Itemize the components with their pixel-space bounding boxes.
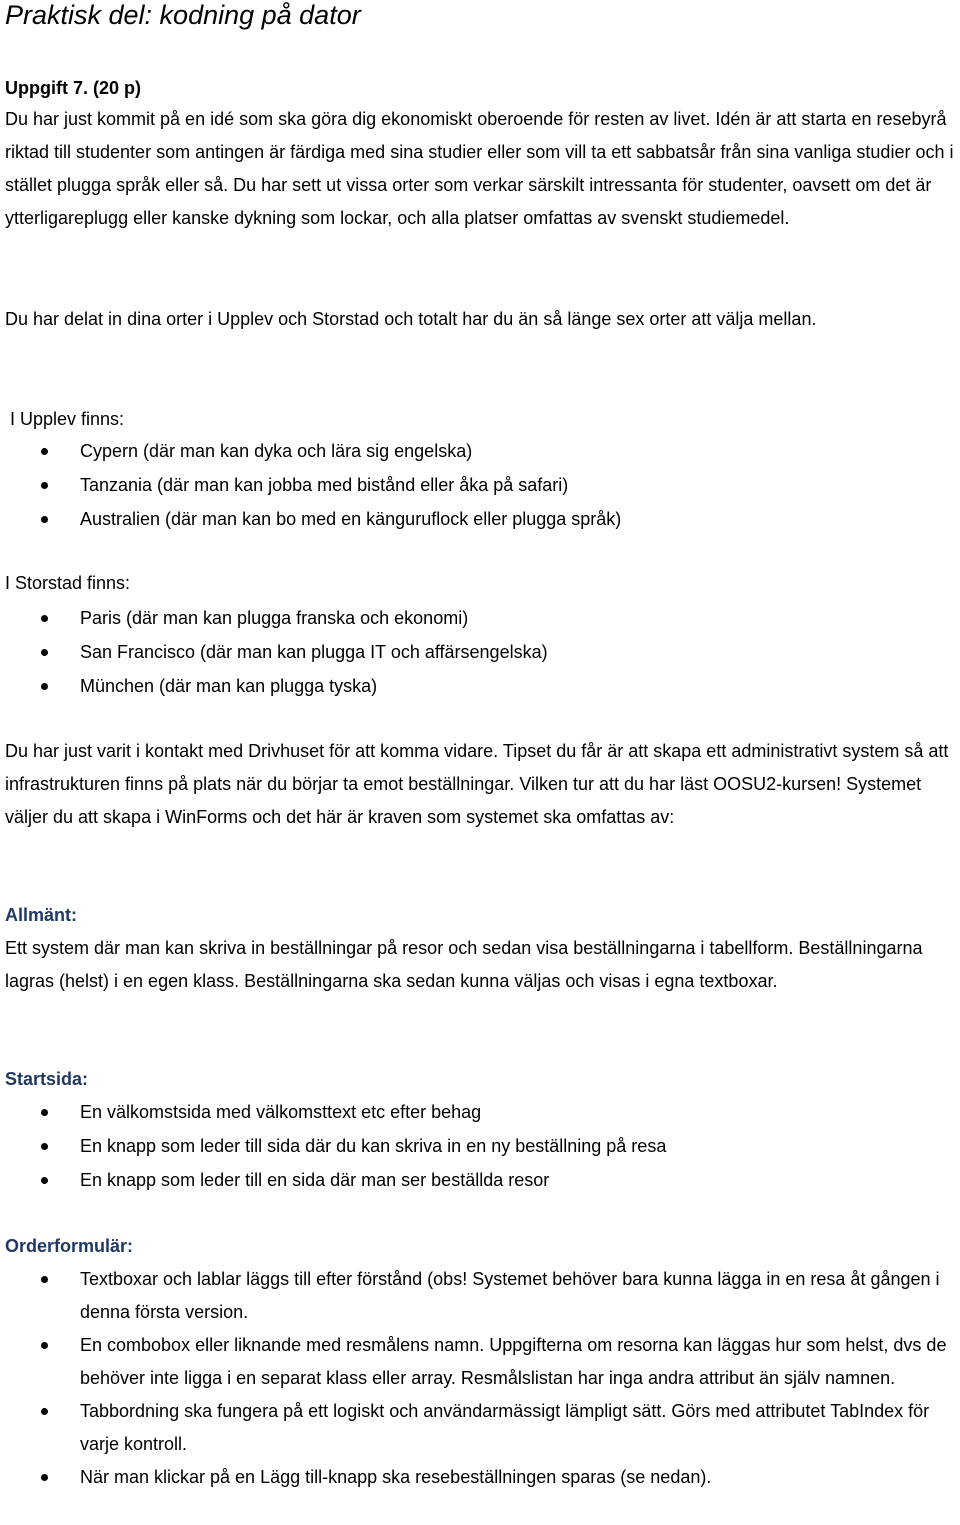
list-item bbox=[0, 602, 960, 636]
allmant-sentence: Ett system där man kan skriva in beställningar på resor och sedan visa beställningarna i tabellform. bbox=[5, 938, 794, 958]
list-item bbox=[0, 670, 960, 704]
list-item bbox=[0, 1395, 960, 1461]
allmant-sentence: Beställningarna ska sedan kunna väljas och visas i egna textboxar. bbox=[244, 971, 778, 991]
destinations-split-paragraph: Du har delat in dina orter i Upplev och Storstad och totalt har du än så länge sex orter att välja mellan. bbox=[5, 309, 817, 329]
drivhuset-paragraph bbox=[5, 735, 960, 834]
list-item bbox=[0, 1461, 960, 1494]
section-heading-startsida: Startsida: bbox=[5, 1069, 89, 1089]
drivhuset-sentence: Systemet väljer du att skapa i WinForms och det här är kraven som systemet ska omfattas av: bbox=[5, 774, 922, 827]
bullet-icon bbox=[41, 649, 48, 656]
bullet-icon bbox=[41, 1143, 48, 1150]
intro-paragraph bbox=[5, 103, 960, 235]
list-item bbox=[0, 1164, 960, 1198]
list-item bbox=[0, 1263, 960, 1329]
list-item-text: Tabbordning ska fungera på ett logiskt och användarmässigt lämpligt sätt. Görs med attributet TabIndex för varje kontroll. bbox=[80, 1401, 930, 1454]
upplev-label: I Upplev finns: bbox=[10, 409, 125, 429]
list-item-text: Paris (där man kan plugga franska och ekonomi) bbox=[80, 608, 469, 628]
list-item-text: När man klickar på en Lägg till-knapp ska resebeställningen sparas (se nedan). bbox=[80, 1467, 712, 1487]
list-item-text: Tanzania (där man kan jobba med bistånd eller åka på safari) bbox=[80, 475, 569, 495]
list-item-text: En knapp som leder till sida där du kan skriva in en ny beställning på resa bbox=[80, 1136, 667, 1156]
bullet-icon bbox=[41, 1408, 48, 1415]
orderformular-list bbox=[0, 1263, 960, 1494]
bullet-icon bbox=[41, 1342, 48, 1349]
list-item-text: Australien (där man kan bo med en känguruflock eller plugga språk) bbox=[80, 509, 622, 529]
list-item-text: En combobox eller liknande med resmålens namn. Uppgifterna om resorna kan läggas hur som helst, dvs de behöver inte ligga i en separat klass eller array. Resmålslistan har inga andra attribut än själv namnen. bbox=[80, 1335, 947, 1388]
bullet-icon bbox=[41, 1276, 48, 1283]
bullet-icon bbox=[41, 516, 48, 523]
list-item bbox=[0, 435, 960, 469]
section-heading-orderformular: Orderformulär: bbox=[5, 1236, 134, 1256]
drivhuset-sentence: Vilken tur att du har läst OOSU2-kursen! bbox=[519, 774, 842, 794]
list-item-text: En knapp som leder till en sida där man ser beställda resor bbox=[80, 1170, 550, 1190]
page-title: Praktisk del: kodning på dator bbox=[5, 0, 361, 30]
drivhuset-sentence: Tipset du får är att skapa ett administrativt system så att infrastrukturen finns på plats när du börjar ta emot beställningar. bbox=[5, 741, 949, 794]
bullet-icon bbox=[41, 1177, 48, 1184]
intro-sentence: Idén är att starta en resebyrå riktad till studenter som antingen är färdiga med sina studier eller som vill ta ett sabbatsår från sina vanliga studier och i stället plugga språk eller så. bbox=[5, 109, 954, 195]
list-item bbox=[0, 503, 960, 537]
bullet-icon bbox=[41, 683, 48, 690]
bullet-icon bbox=[41, 615, 48, 622]
drivhuset-sentence: Du har just varit i kontakt med Drivhuset för att komma vidare. bbox=[5, 741, 499, 761]
bullet-icon bbox=[41, 1474, 48, 1481]
bullet-icon bbox=[41, 482, 48, 489]
storstad-label: I Storstad finns: bbox=[5, 573, 131, 593]
storstad-list bbox=[0, 602, 960, 704]
list-item bbox=[0, 469, 960, 503]
task-heading: Uppgift 7. (20 p) bbox=[5, 78, 141, 98]
upplev-list bbox=[0, 435, 960, 537]
list-item-text: En välkomstsida med välkomsttext etc efter behag bbox=[80, 1102, 482, 1122]
list-item bbox=[0, 636, 960, 670]
list-item-text: San Francisco (där man kan plugga IT och affärsengelska) bbox=[80, 642, 548, 662]
startsida-list bbox=[0, 1096, 960, 1198]
allmant-sentence: Beställningarna lagras (helst) i en egen klass. bbox=[5, 938, 923, 991]
intro-sentence: Du har sett ut vissa orter som verkar särskilt intressanta för studenter, oavsett om det är ytterligareplugg eller kanske dykning som lockar, och alla platser omfattas av svenskt studiemedel. bbox=[5, 175, 932, 228]
intro-sentence: Du har just kommit på en idé som ska göra dig ekonomiskt oberoende för resten av livet. bbox=[5, 109, 711, 129]
list-item-text: München (där man kan plugga tyska) bbox=[80, 676, 378, 696]
bullet-icon bbox=[41, 1109, 48, 1116]
list-item-text: Cypern (där man kan dyka och lära sig engelska) bbox=[80, 441, 473, 461]
list-item-text: Textboxar och lablar läggs till efter förstånd (obs! Systemet behöver bara kunna lägga in en resa åt gången i denna första version. bbox=[80, 1269, 940, 1322]
list-item bbox=[0, 1130, 960, 1164]
allmant-paragraph bbox=[5, 932, 960, 998]
section-heading-allmant: Allmänt: bbox=[5, 905, 77, 925]
list-item bbox=[0, 1096, 960, 1130]
bullet-icon bbox=[41, 448, 48, 455]
list-item bbox=[0, 1329, 960, 1395]
